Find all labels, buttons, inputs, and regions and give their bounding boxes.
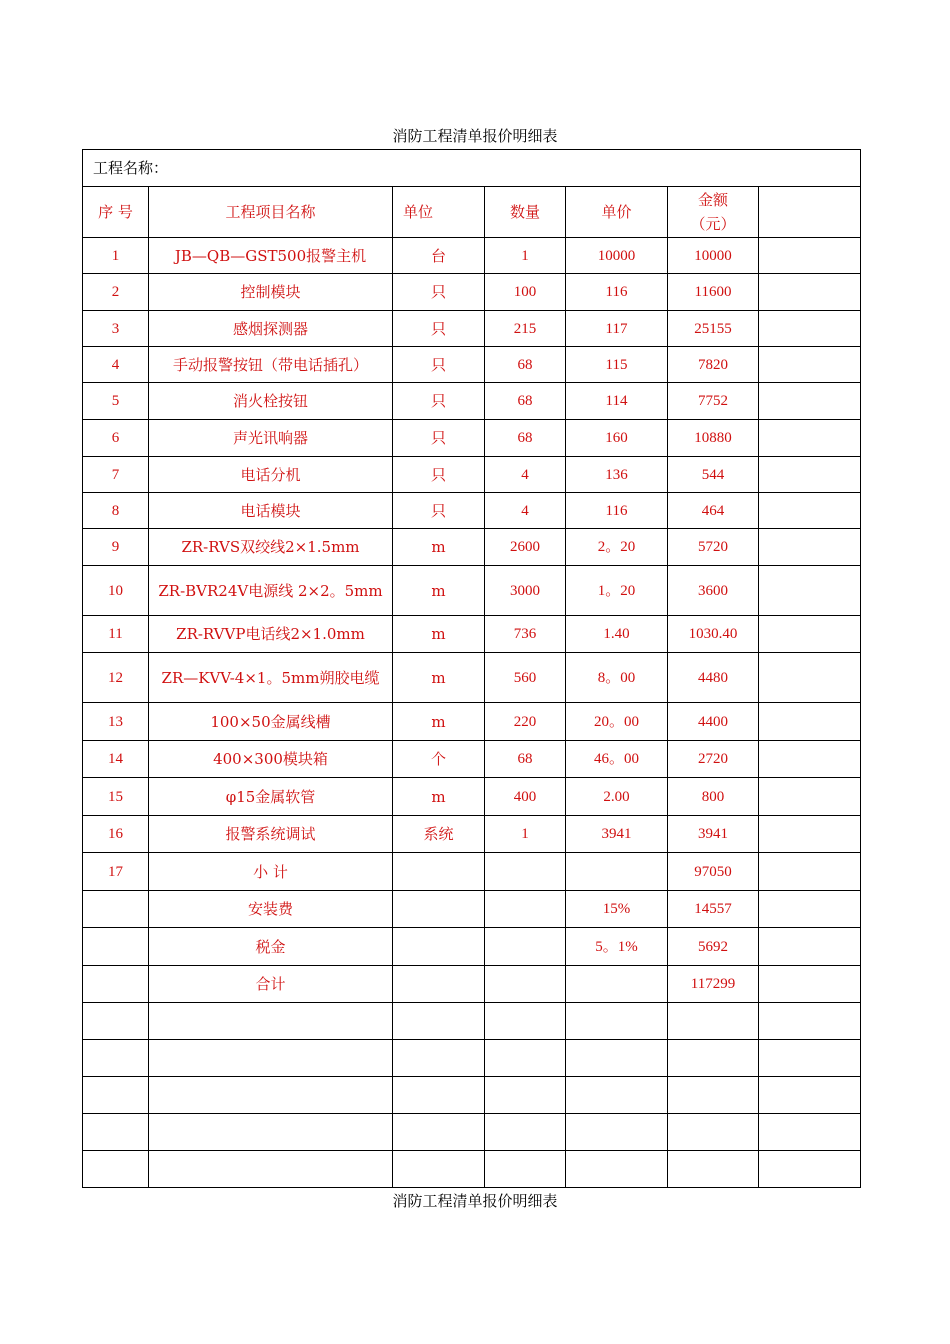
blank-cell: [485, 1151, 566, 1188]
cell-item: 控制模块: [149, 274, 393, 311]
cell-seq: [83, 966, 149, 1003]
cell-item: 小 计: [149, 853, 393, 891]
cell-extra: [759, 383, 861, 420]
blank-cell: [759, 1040, 861, 1077]
header-amount-line2: （元）: [690, 215, 736, 233]
cell-extra: [759, 928, 861, 966]
cell-extra: [759, 347, 861, 383]
cell-amount: 800: [668, 778, 759, 816]
cell-seq: [83, 891, 149, 928]
table-row: [83, 493, 861, 529]
cell-extra: [759, 891, 861, 928]
cell-unit: 只: [393, 383, 485, 420]
cell-price: [566, 966, 668, 1003]
header-amount: [668, 187, 759, 238]
table-row: [83, 966, 861, 1003]
cell-extra: [759, 274, 861, 311]
cell-extra: [759, 778, 861, 816]
cell-amount: 3941: [668, 816, 759, 853]
cell-amount: 4400: [668, 703, 759, 741]
blank-cell: [668, 1003, 759, 1040]
blank-row: [83, 1040, 861, 1077]
cell-extra: [759, 566, 861, 616]
cell-qty: 68: [485, 741, 566, 778]
blank-cell: [668, 1077, 759, 1114]
cell-extra: [759, 653, 861, 703]
cell-amount: 10000: [668, 238, 759, 274]
cell-unit: m: [393, 778, 485, 816]
cell-extra: [759, 457, 861, 493]
cell-qty: [485, 928, 566, 966]
cell-unit: [393, 966, 485, 1003]
blank-cell: [668, 1151, 759, 1188]
blank-cell: [149, 1077, 393, 1114]
blank-cell: [668, 1040, 759, 1077]
cell-amount: 464: [668, 493, 759, 529]
cell-extra: [759, 741, 861, 778]
cell-qty: 68: [485, 347, 566, 383]
cell-extra: [759, 966, 861, 1003]
blank-cell: [566, 1077, 668, 1114]
cell-price: 20。00: [566, 703, 668, 741]
cell-item: ZR-BVR24V电源线 2×2。5mm: [149, 566, 393, 616]
blank-cell: [485, 1040, 566, 1077]
cell-unit: m: [393, 529, 485, 566]
header-row: [83, 187, 861, 238]
cell-seq: 10: [83, 566, 149, 616]
table-row: [83, 741, 861, 778]
cell-unit: [393, 853, 485, 891]
blank-cell: [668, 1114, 759, 1151]
cell-qty: 4: [485, 493, 566, 529]
table-row: [83, 383, 861, 420]
blank-row: [83, 1151, 861, 1188]
cell-amount: 11600: [668, 274, 759, 311]
blank-cell: [566, 1040, 668, 1077]
cell-item: 手动报警按钮（带电话插孔）: [149, 347, 393, 383]
cell-price: 136: [566, 457, 668, 493]
cell-item: 税金: [149, 928, 393, 966]
cell-qty: 68: [485, 420, 566, 457]
cell-price: 8。00: [566, 653, 668, 703]
cell-unit: 只: [393, 420, 485, 457]
cell-seq: 4: [83, 347, 149, 383]
cell-price: 10000: [566, 238, 668, 274]
cell-item: JB—QB—GST500报警主机: [149, 238, 393, 274]
cell-unit: m: [393, 616, 485, 653]
table-row: [83, 457, 861, 493]
cell-seq: 8: [83, 493, 149, 529]
blank-cell: [149, 1151, 393, 1188]
cell-item: 报警系统调试: [149, 816, 393, 853]
blank-cell: [83, 1003, 149, 1040]
cell-qty: 4: [485, 457, 566, 493]
cell-amount: 14557: [668, 891, 759, 928]
cell-unit: m: [393, 653, 485, 703]
cell-item: 消火栓按钮: [149, 383, 393, 420]
cell-price: 114: [566, 383, 668, 420]
cell-unit: 个: [393, 741, 485, 778]
cell-seq: 3: [83, 311, 149, 347]
cell-amount: 5692: [668, 928, 759, 966]
cell-price: 115: [566, 347, 668, 383]
table-row: [83, 529, 861, 566]
cell-extra: [759, 853, 861, 891]
cell-qty: [485, 853, 566, 891]
cell-extra: [759, 311, 861, 347]
blank-cell: [485, 1114, 566, 1151]
cell-amount: 10880: [668, 420, 759, 457]
cell-amount: 544: [668, 457, 759, 493]
cell-unit: [393, 891, 485, 928]
cell-item: 100×50金属线槽: [149, 703, 393, 741]
cell-qty: [485, 891, 566, 928]
blank-cell: [149, 1003, 393, 1040]
cell-seq: 13: [83, 703, 149, 741]
blank-cell: [759, 1151, 861, 1188]
blank-cell: [393, 1151, 485, 1188]
table-row: [83, 566, 861, 616]
cell-amount: 7752: [668, 383, 759, 420]
cell-unit: 只: [393, 457, 485, 493]
cell-seq: 5: [83, 383, 149, 420]
header-extra: [759, 187, 861, 238]
cell-seq: 2: [83, 274, 149, 311]
blank-cell: [393, 1077, 485, 1114]
blank-cell: [393, 1003, 485, 1040]
blank-cell: [759, 1114, 861, 1151]
cell-item: φ15金属软管: [149, 778, 393, 816]
cell-qty: 3000: [485, 566, 566, 616]
cell-item: 电话模块: [149, 493, 393, 529]
cell-qty: 100: [485, 274, 566, 311]
project-name-label: 工程名称：: [83, 150, 861, 187]
cell-price: 46。00: [566, 741, 668, 778]
cell-extra: [759, 703, 861, 741]
cell-extra: [759, 420, 861, 457]
cell-qty: 560: [485, 653, 566, 703]
cell-seq: 14: [83, 741, 149, 778]
cell-unit: [393, 928, 485, 966]
cell-price: 5。1%: [566, 928, 668, 966]
cell-qty: 736: [485, 616, 566, 653]
cell-price: 1。20: [566, 566, 668, 616]
cell-qty: 1: [485, 238, 566, 274]
table-row: [83, 703, 861, 741]
cell-item: 安装费: [149, 891, 393, 928]
cell-amount: 3600: [668, 566, 759, 616]
cell-price: 116: [566, 493, 668, 529]
cell-unit: 只: [393, 347, 485, 383]
table-row: [83, 816, 861, 853]
cell-unit: 只: [393, 274, 485, 311]
cell-extra: [759, 529, 861, 566]
cell-price: 2。20: [566, 529, 668, 566]
table-row: [83, 347, 861, 383]
blank-cell: [566, 1114, 668, 1151]
blank-cell: [485, 1003, 566, 1040]
cell-item: ZR—KVV-4×1。5mm朔胶电缆: [149, 653, 393, 703]
quote-table: [82, 149, 861, 1188]
cell-price: 1.40: [566, 616, 668, 653]
cell-extra: [759, 238, 861, 274]
header-item: 工程项目名称: [149, 187, 393, 238]
cell-price: 15%: [566, 891, 668, 928]
cell-item: 声光讯响器: [149, 420, 393, 457]
cell-price: 3941: [566, 816, 668, 853]
cell-seq: 12: [83, 653, 149, 703]
cell-item: 400×300模块箱: [149, 741, 393, 778]
table-row: [83, 420, 861, 457]
cell-item: 电话分机: [149, 457, 393, 493]
blank-cell: [393, 1040, 485, 1077]
page-title: 消防工程清单报价明细表: [392, 127, 558, 145]
table-row: [83, 653, 861, 703]
blank-cell: [83, 1151, 149, 1188]
cell-qty: 68: [485, 383, 566, 420]
header-price: 单价: [566, 187, 668, 238]
blank-cell: [83, 1114, 149, 1151]
table-row: [83, 311, 861, 347]
cell-seq: 16: [83, 816, 149, 853]
blank-row: [83, 1003, 861, 1040]
blank-cell: [759, 1003, 861, 1040]
blank-cell: [149, 1040, 393, 1077]
cell-qty: 2600: [485, 529, 566, 566]
cell-price: [566, 853, 668, 891]
blank-cell: [393, 1114, 485, 1151]
header-seq: 序 号: [83, 187, 149, 238]
cell-amount: 1030.40: [668, 616, 759, 653]
cell-extra: [759, 493, 861, 529]
cell-amount: 4480: [668, 653, 759, 703]
cell-item: ZR-RVVP电话线2×1.0mm: [149, 616, 393, 653]
cell-unit: 只: [393, 311, 485, 347]
table-row: [83, 238, 861, 274]
cell-price: 117: [566, 311, 668, 347]
table-row: [83, 891, 861, 928]
cell-price: 116: [566, 274, 668, 311]
cell-price: 2.00: [566, 778, 668, 816]
blank-cell: [566, 1003, 668, 1040]
cell-qty: 220: [485, 703, 566, 741]
cell-seq: 11: [83, 616, 149, 653]
cell-item: 感烟探测器: [149, 311, 393, 347]
cell-unit: m: [393, 566, 485, 616]
table-body: [83, 150, 861, 1188]
cell-extra: [759, 816, 861, 853]
cell-amount: 25155: [668, 311, 759, 347]
table-row: [83, 853, 861, 891]
blank-row: [83, 1114, 861, 1151]
cell-unit: m: [393, 703, 485, 741]
blank-cell: [83, 1040, 149, 1077]
cell-amount: 117299: [668, 966, 759, 1003]
cell-unit: 只: [393, 493, 485, 529]
header-amount-line1: 金额: [697, 191, 728, 209]
footer-title: 消防工程清单报价明细表: [392, 1192, 558, 1210]
table-row: [83, 928, 861, 966]
cell-seq: 1: [83, 238, 149, 274]
table-row: [83, 274, 861, 311]
header-unit: 单位: [393, 187, 485, 238]
cell-amount: 97050: [668, 853, 759, 891]
cell-seq: 6: [83, 420, 149, 457]
cell-extra: [759, 616, 861, 653]
cell-seq: 7: [83, 457, 149, 493]
cell-item: 合计: [149, 966, 393, 1003]
blank-cell: [485, 1077, 566, 1114]
cell-amount: 5720: [668, 529, 759, 566]
cell-item: ZR-RVS双绞线2×1.5mm: [149, 529, 393, 566]
project-name-row: [83, 150, 861, 187]
blank-row: [83, 1077, 861, 1114]
header-qty: 数量: [485, 187, 566, 238]
cell-seq: 15: [83, 778, 149, 816]
cell-amount: 7820: [668, 347, 759, 383]
blank-cell: [83, 1077, 149, 1114]
blank-cell: [149, 1114, 393, 1151]
table-row: [83, 616, 861, 653]
blank-cell: [759, 1077, 861, 1114]
cell-unit: 台: [393, 238, 485, 274]
cell-qty: 1: [485, 816, 566, 853]
cell-seq: 17: [83, 853, 149, 891]
cell-unit: 系统: [393, 816, 485, 853]
cell-qty: 400: [485, 778, 566, 816]
cell-seq: [83, 928, 149, 966]
cell-seq: 9: [83, 529, 149, 566]
cell-qty: 215: [485, 311, 566, 347]
cell-amount: 2720: [668, 741, 759, 778]
blank-cell: [566, 1151, 668, 1188]
cell-price: 160: [566, 420, 668, 457]
table-row: [83, 778, 861, 816]
cell-qty: [485, 966, 566, 1003]
